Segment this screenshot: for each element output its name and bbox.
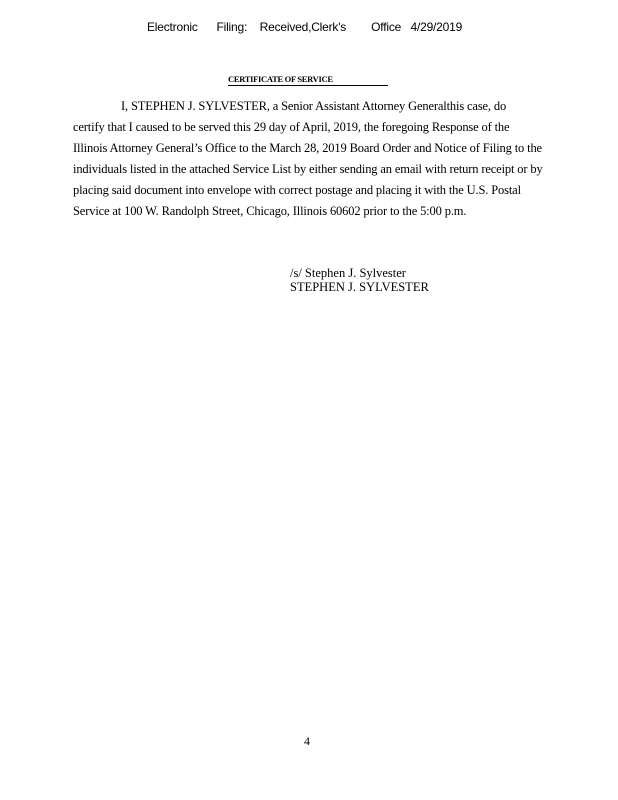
certificate-body-line: I, STEPHEN J. SYLVESTER, a Senior Assistant Attorney Generalthis case, do [121, 99, 507, 113]
certificate-body-line: individuals listed in the attached Service List by either sending an email with return receipt or by [73, 162, 543, 176]
certificate-body-line: certify that I caused to be served this 29 day of April, 2019, the foregoing Response of the [73, 120, 510, 134]
electronic-filing-header: Electronic Filing: Received,Clerk's Office 4/29/2019 [147, 20, 463, 34]
certificate-body [73, 96, 603, 222]
certificate-body-line: placing said document into envelope with correct postage and placing it with the U.S. Postal [73, 183, 521, 197]
electronic-signature: /s/ Stephen J. Sylvester [290, 266, 406, 280]
certificate-body-line: Service at 100 W. Randolph Street, Chicago, Illinois 60602 prior to the 5:00 p.m. [73, 204, 467, 218]
certificate-body-line: Illinois Attorney General’s Office to the March 28, 2019 Board Order and Notice of Filing to the [73, 141, 542, 155]
signature-block [290, 266, 429, 294]
page-number: 4 [304, 734, 310, 748]
certificate-title: CERTIFICATE OF SERVICE [228, 74, 388, 86]
signer-name: STEPHEN J. SYLVESTER [290, 280, 429, 294]
